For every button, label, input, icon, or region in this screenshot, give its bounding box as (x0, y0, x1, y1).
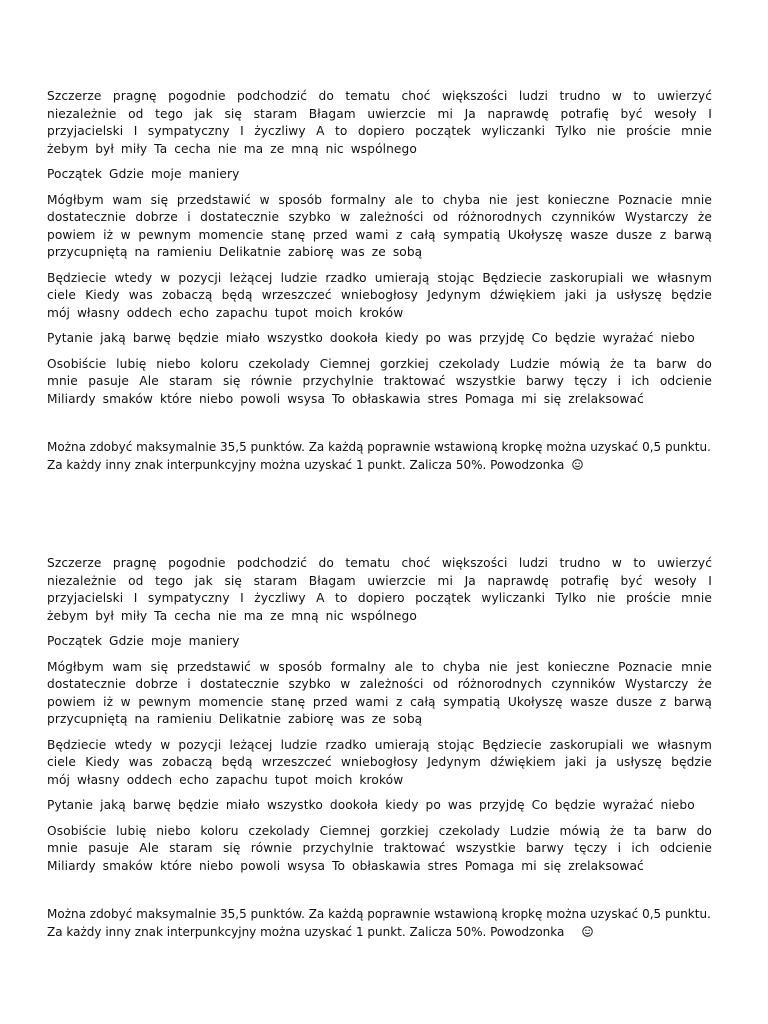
exercise-copy-1 (47, 88, 712, 474)
scoring-instructions-text: Można zdobyć maksymalnie 35,5 punktów. Za każdą poprawnie wstawioną kropkę można uzyskać 0,5 punktu. Za każdy inny znak interpunkcyjny można uzyskać 1 punkt. Zalicza 50%. Powodzonka (47, 440, 711, 472)
scoring-instructions (47, 905, 712, 941)
scoring-instructions-text: Można zdobyć maksymalnie 35,5 punktów. Za każdą poprawnie wstawioną kropkę można uzyskać 0,5 punktu. Za każdy inny znak interpunkcyjny można uzyskać 1 punkt. Zalicza 50%. Powodzonka (47, 907, 711, 939)
paragraph-question: Pytanie jaką barwę będzie miało wszystko dookoła kiedy po was przyjdę Co będzie wyrażać niebo (47, 798, 695, 812)
paragraph-sky: Osobiście lubię niebo koloru czekolady Ciemnej gorzkiej czekolady Ludzie mówią że ta barw do mnie pasuje Ale staram się równie przychylnie traktować wszystkie barwy tęczy i ich odcienie Miliardy smaków które niebo powoli wsysa To obłaskawia stres Pomaga mi się zrelaksować (47, 356, 712, 406)
paragraph-lying: Będziecie wtedy w pozycji leżącej ludzie rzadko umierają stojąc Będziecie zaskorupiali we własnym ciele Kiedy was zobaczą będą wrzeszczeć wniebogłosy Jedynym dźwiękiem jaki ja usłyszę będzie mój własny oddech echo zapachu tupot moich kroków (47, 270, 712, 320)
paragraph-introduction: Mógłbym wam się przedstawić w sposób formalny ale to chyba nie jest konieczne Poznacie mnie dostatecznie dobrze i dostatecznie szybko w zależności od różnorodnych czynników Wystarczy że powiem iż w pewnym momencie stanę przed wami z całą sympatią Ukołyszę wasze dusze z barwą przycupniętą na ramieniu Delikatnie zabiorę was ze sobą (47, 659, 712, 726)
paragraph-lying: Będziecie wtedy w pozycji leżącej ludzie rzadko umierają stojąc Będziecie zaskorupiali we własnym ciele Kiedy was zobaczą będą wrzeszczeć wniebogłosy Jedynym dźwiękiem jaki ja usłyszę będzie mój własny oddech echo zapachu tupot moich kroków (47, 737, 712, 787)
exercise-copy-2 (47, 555, 712, 941)
paragraph-heading: Początek Gdzie moje maniery (47, 167, 240, 181)
paragraph-introduction: Mógłbym wam się przedstawić w sposób formalny ale to chyba nie jest konieczne Poznacie mnie dostatecznie dobrze i dostatecznie szybko w zależności od różnorodnych czynników Wystarczy że powiem iż w pewnym momencie stanę przed wami z całą sympatią Ukołyszę wasze dusze z barwą przycupniętą na ramieniu Delikatnie zabiorę was ze sobą (47, 192, 712, 259)
smiley-face-icon (582, 926, 593, 937)
scoring-instructions (47, 438, 712, 474)
paragraph-intro: Szczerze pragnę pogodnie podchodzić do tematu choć większości ludzi trudno w to uwierzyć niezależnie od tego jak się staram Błagam uwierzcie mi Ja naprawdę potrafię być wesoły I przyjacielski I sympatyczny I życzliwy A to dopiero początek wyliczanki Tylko nie proście mnie żebym był miły Ta cecha nie ma ze mną nic wspólnego (47, 556, 712, 623)
paragraph-heading: Początek Gdzie moje maniery (47, 634, 240, 648)
exercise-text (47, 555, 712, 875)
smiley-face-icon (572, 459, 583, 470)
paragraph-question: Pytanie jaką barwę będzie miało wszystko dookoła kiedy po was przyjdę Co będzie wyrażać niebo (47, 331, 695, 345)
paragraph-intro: Szczerze pragnę pogodnie podchodzić do tematu choć większości ludzi trudno w to uwierzyć niezależnie od tego jak się staram Błagam uwierzcie mi Ja naprawdę potrafię być wesoły I przyjacielski I sympatyczny I życzliwy A to dopiero początek wyliczanki Tylko nie proście mnie żebym był miły Ta cecha nie ma ze mną nic wspólnego (47, 89, 712, 156)
exercise-text (47, 88, 712, 408)
paragraph-sky: Osobiście lubię niebo koloru czekolady Ciemnej gorzkiej czekolady Ludzie mówią że ta barw do mnie pasuje Ale staram się równie przychylnie traktować wszystkie barwy tęczy i ich odcienie Miliardy smaków które niebo powoli wsysa To obłaskawia stres Pomaga mi się zrelaksować (47, 823, 712, 873)
